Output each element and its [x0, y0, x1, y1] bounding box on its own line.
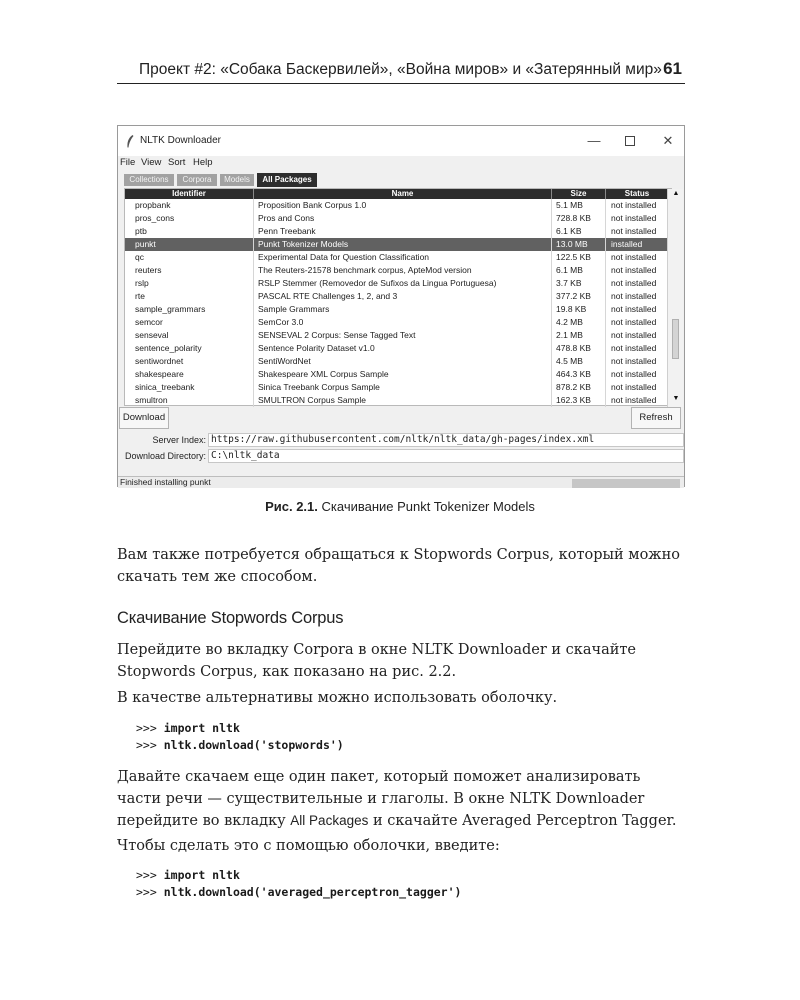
- cell-id: semcor: [135, 317, 163, 327]
- vertical-scrollbar[interactable]: [667, 189, 683, 407]
- code-block-stopwords: [136, 720, 344, 754]
- menu-help[interactable]: Help: [193, 157, 213, 168]
- table-row[interactable]: [125, 277, 671, 290]
- cell-status: installed: [611, 239, 643, 249]
- cell-status: not installed: [611, 382, 657, 392]
- cell-status: not installed: [611, 291, 657, 301]
- paragraph-shell-command: Чтобы сделать это с помощью оболочки, введите:: [117, 838, 500, 854]
- maximize-button[interactable]: [620, 132, 640, 150]
- table-row[interactable]: [125, 394, 671, 407]
- cell-name: Penn Treebank: [258, 226, 316, 236]
- table-row[interactable]: [125, 316, 671, 329]
- cell-size: 6.1 KB: [556, 226, 582, 236]
- nltk-downloader-window: [117, 125, 685, 487]
- cell-id: rte: [135, 291, 145, 301]
- download-directory-label: Download Directory:: [124, 451, 206, 461]
- cell-name: Experimental Data for Question Classification: [258, 252, 430, 262]
- ui-term-all-packages: All Packages: [290, 813, 369, 828]
- cell-size: 13.0 MB: [556, 239, 588, 249]
- maximize-icon: [625, 136, 635, 146]
- cell-name: Sample Grammars: [258, 304, 330, 314]
- cell-name: The Reuters-21578 benchmark corpus, ApteMod version: [258, 265, 472, 275]
- cell-name: PASCAL RTE Challenges 1, 2, and 3: [258, 291, 398, 301]
- column-identifier[interactable]: Identifier: [172, 189, 206, 198]
- scroll-up-icon[interactable]: ▲: [672, 190, 680, 197]
- cell-id: sinica_treebank: [135, 382, 195, 392]
- table-row[interactable]: [125, 251, 671, 264]
- tab-all-packages[interactable]: All Packages: [257, 173, 317, 187]
- table-row[interactable]: [125, 264, 671, 277]
- cell-id: sentiwordnet: [135, 356, 184, 366]
- code-text: import nltk: [163, 721, 240, 735]
- cell-status: not installed: [611, 330, 657, 340]
- code-line: [136, 867, 461, 884]
- window-titlebar: [118, 126, 684, 156]
- table-row[interactable]: [125, 225, 671, 238]
- figure-caption: [0, 499, 800, 514]
- status-bar: [118, 476, 684, 488]
- cell-id: qc: [135, 252, 144, 262]
- cell-id: reuters: [135, 265, 162, 275]
- cell-id: shakespeare: [135, 369, 184, 379]
- code-line: [136, 720, 344, 737]
- cell-id: smultron: [135, 395, 168, 405]
- cell-status: not installed: [611, 356, 657, 366]
- column-divider: [605, 199, 606, 407]
- paragraph-text: Давайте скачаем еще один пакет, который поможет анализировать части речи — существительные и глаголы. В окне NLTK Downloader перейдите во вкладку: [117, 769, 645, 829]
- progress-bar: [572, 479, 680, 488]
- scroll-thumb[interactable]: [672, 319, 679, 359]
- menubar: [118, 156, 684, 172]
- cell-size: 377.2 KB: [556, 291, 591, 301]
- table-row[interactable]: [125, 342, 671, 355]
- cell-status: not installed: [611, 265, 657, 275]
- tab-collections[interactable]: Collections: [124, 174, 174, 186]
- paragraph-shell-alternative: В качестве альтернативы можно использовать оболочку.: [117, 690, 558, 706]
- cell-name: Pros and Cons: [258, 213, 315, 223]
- cell-id: rslp: [135, 278, 149, 288]
- cell-status: not installed: [611, 317, 657, 327]
- minimize-button[interactable]: —: [587, 133, 601, 148]
- column-status[interactable]: Status: [624, 189, 650, 198]
- cell-size: 464.3 KB: [556, 369, 591, 379]
- status-text: Finished installing punkt: [120, 477, 211, 487]
- cell-id: propbank: [135, 200, 171, 210]
- column-name[interactable]: Name: [391, 189, 414, 198]
- code-prompt: >>>: [136, 738, 157, 752]
- menu-sort[interactable]: Sort: [168, 157, 186, 168]
- cell-size: 5.1 MB: [556, 200, 583, 210]
- table-row[interactable]: [125, 368, 671, 381]
- cell-status: not installed: [611, 304, 657, 314]
- menu-view[interactable]: View: [141, 157, 162, 168]
- cell-size: 6.1 MB: [556, 265, 583, 275]
- refresh-button[interactable]: Refresh: [631, 407, 681, 429]
- cell-size: 19.8 KB: [556, 304, 587, 314]
- server-index-input[interactable]: https://raw.githubusercontent.com/nltk/nltk_data/gh-pages/index.xml: [208, 433, 684, 447]
- scroll-down-icon[interactable]: ▼: [672, 395, 680, 402]
- cell-id: pros_cons: [135, 213, 175, 223]
- table-row[interactable]: [125, 355, 671, 368]
- cell-size: 878.2 KB: [556, 382, 591, 392]
- window-title: NLTK Downloader: [140, 135, 221, 146]
- figure-caption-text: Скачивание Punkt Tokenizer Models: [321, 499, 535, 514]
- paragraph-tagger: [117, 767, 687, 833]
- cell-size: 728.8 KB: [556, 213, 591, 223]
- column-size[interactable]: Size: [570, 189, 587, 198]
- table-row[interactable]: [125, 238, 671, 251]
- cell-status: not installed: [611, 343, 657, 353]
- cell-id: senseval: [135, 330, 169, 340]
- download-button[interactable]: Download: [119, 407, 169, 429]
- cell-size: 2.1 MB: [556, 330, 583, 340]
- cell-status: not installed: [611, 226, 657, 236]
- cell-status: not installed: [611, 252, 657, 262]
- code-text: nltk.download('stopwords'): [163, 738, 344, 752]
- cell-size: 4.5 MB: [556, 356, 583, 366]
- cell-status: not installed: [611, 369, 657, 379]
- cell-name: RSLP Stemmer (Removedor de Sufixos da Lingua Portuguesa): [258, 278, 497, 288]
- code-prompt: >>>: [136, 885, 157, 899]
- table-row[interactable]: [125, 381, 671, 394]
- download-directory-input[interactable]: C:\nltk_data: [208, 449, 684, 463]
- tab-corpora[interactable]: Corpora: [177, 174, 217, 186]
- cell-id: ptb: [135, 226, 147, 236]
- page-number: 61: [663, 59, 682, 78]
- cell-name: Shakespeare XML Corpus Sample: [258, 369, 389, 379]
- cell-name: Sinica Treebank Corpus Sample: [258, 382, 380, 392]
- cell-size: 3.7 KB: [556, 278, 582, 288]
- cell-name: SemCor 3.0: [258, 317, 304, 327]
- cell-name: SENSEVAL 2 Corpus: Sense Tagged Text: [258, 330, 416, 340]
- paragraph-stopwords-intro: Вам также потребуется обращаться к Stopwords Corpus, который можно скачать тем же способом.: [117, 547, 681, 585]
- packages-table: [124, 188, 680, 406]
- cell-status: not installed: [611, 278, 657, 288]
- cell-name: SentiWordNet: [258, 356, 311, 366]
- cell-name: Proposition Bank Corpus 1.0: [258, 200, 367, 210]
- column-divider: [253, 199, 254, 407]
- cell-id: sentence_polarity: [135, 343, 202, 353]
- cell-name: Sentence Polarity Dataset v1.0: [258, 343, 375, 353]
- table-header: [125, 189, 671, 199]
- table-row[interactable]: [125, 199, 671, 212]
- running-header: [117, 58, 685, 84]
- cell-id: punkt: [135, 239, 156, 249]
- running-header-title: Проект #2: «Собака Баскервилей», «Война миров» и «Затерянный мир»: [139, 61, 662, 78]
- paragraph-text: и скачайте Averaged Perceptron Tagger.: [368, 813, 677, 829]
- tab-models[interactable]: Models: [220, 174, 254, 186]
- figure-label: Рис. 2.1.: [265, 499, 318, 514]
- code-line: [136, 884, 461, 901]
- code-prompt: >>>: [136, 721, 157, 735]
- cell-status: not installed: [611, 200, 657, 210]
- table-row[interactable]: [125, 303, 671, 316]
- table-row[interactable]: [125, 212, 671, 225]
- code-text: import nltk: [163, 868, 240, 882]
- section-heading: Скачивание Stopwords Corpus: [117, 609, 344, 627]
- code-prompt: >>>: [136, 868, 157, 882]
- cell-status: not installed: [611, 213, 657, 223]
- cell-id: sample_grammars: [135, 304, 206, 314]
- code-text: nltk.download('averaged_perceptron_tagger'): [163, 885, 462, 899]
- close-button[interactable]: ✕: [662, 133, 674, 148]
- cell-size: 4.2 MB: [556, 317, 583, 327]
- table-body: [125, 199, 671, 407]
- feather-icon: [126, 135, 134, 148]
- paragraph-corpora-tab: Перейдите во вкладку Corpora в окне NLTK Downloader и скачайте Stopwords Corpus, как показано на рис. 2.2.: [117, 642, 637, 680]
- table-row[interactable]: [125, 290, 671, 303]
- table-row[interactable]: [125, 329, 671, 342]
- code-block-tagger: [136, 867, 461, 901]
- cell-size: 162.3 KB: [556, 395, 591, 405]
- cell-name: SMULTRON Corpus Sample: [258, 395, 367, 405]
- code-line: [136, 737, 344, 754]
- cell-name: Punkt Tokenizer Models: [258, 239, 349, 249]
- cell-size: 478.8 KB: [556, 343, 591, 353]
- cell-size: 122.5 KB: [556, 252, 591, 262]
- menu-file[interactable]: File: [120, 157, 136, 168]
- server-index-label: Server Index:: [152, 435, 206, 445]
- cell-status: not installed: [611, 395, 657, 405]
- column-divider: [551, 199, 552, 407]
